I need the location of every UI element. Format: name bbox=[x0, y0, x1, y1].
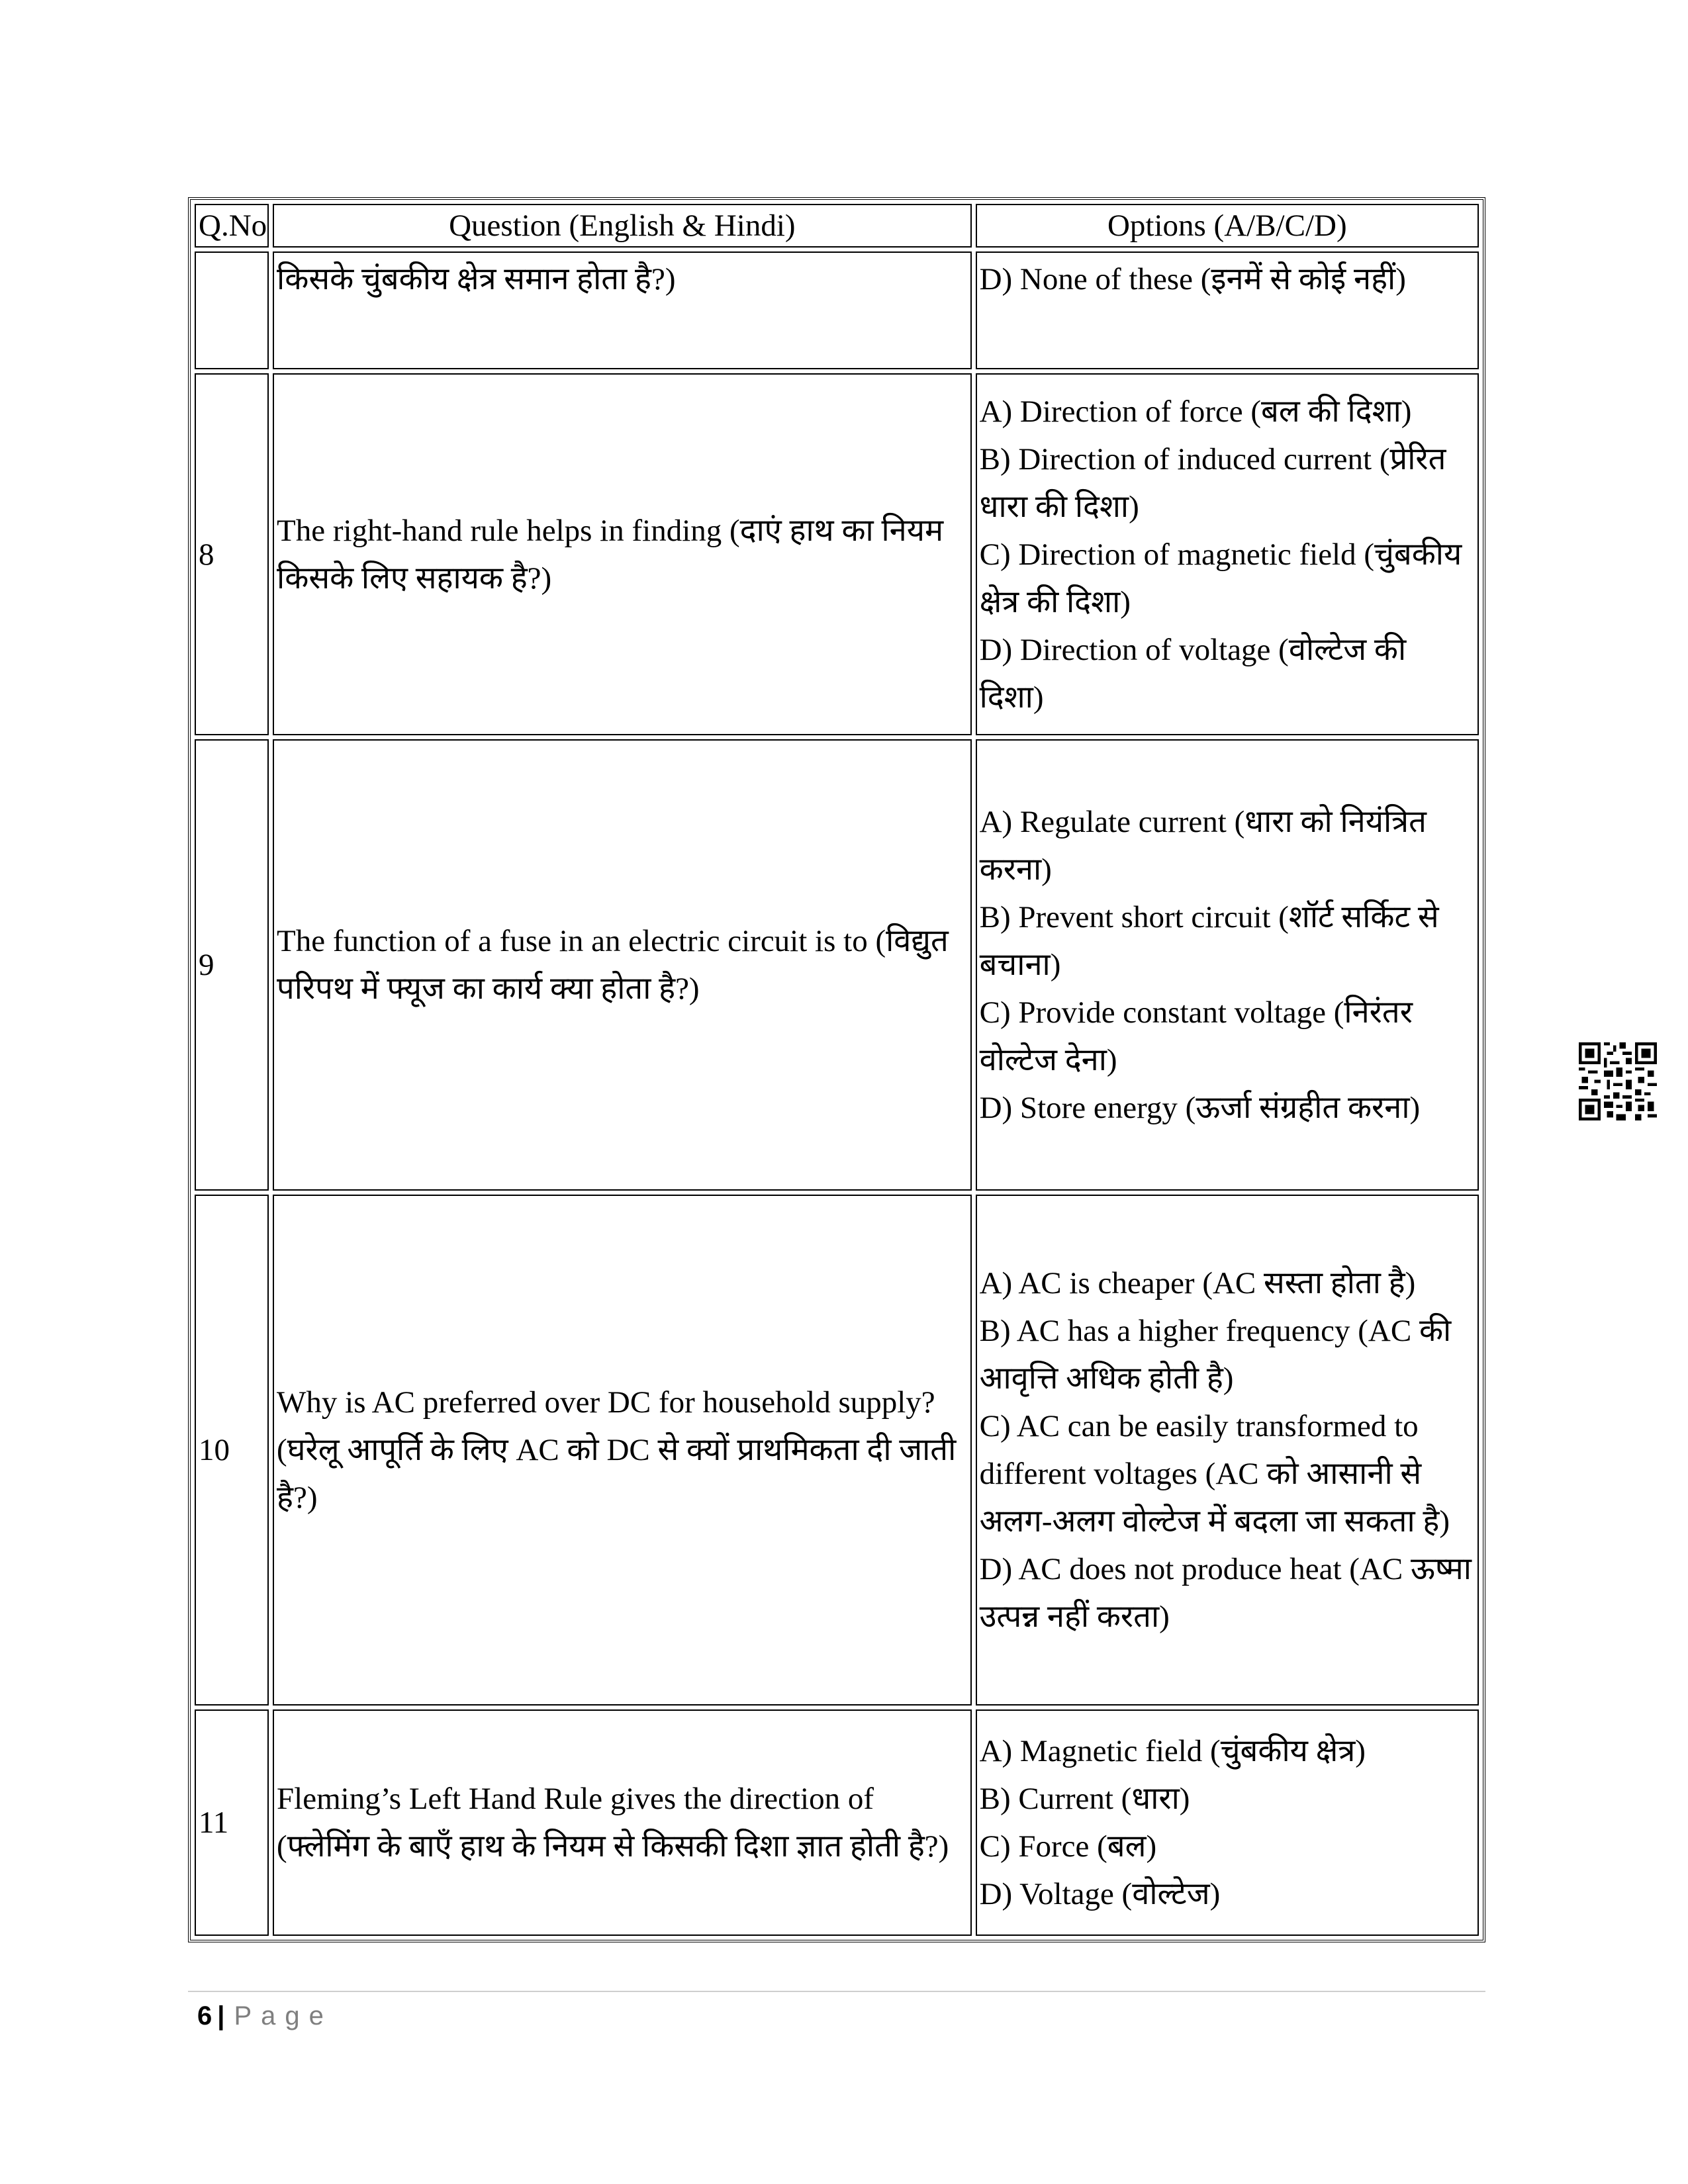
question-number: 11 bbox=[195, 1709, 269, 1936]
question-number: 8 bbox=[195, 373, 269, 735]
header-row bbox=[195, 204, 1479, 248]
option-a: A) AC is cheaper (AC सस्ता होता है) bbox=[979, 1266, 1416, 1300]
footer-divider bbox=[188, 1991, 1485, 1992]
table-row bbox=[195, 373, 1479, 735]
header-question: Question (English & Hindi) bbox=[273, 204, 972, 248]
question-text: Fleming’s Left Hand Rule gives the direction of (फ्लेमिंग के बाएँ हाथ के नियम से किसकी दिशा ज्ञात होती है?) bbox=[273, 1709, 972, 1936]
option-d: D) None of these (इनमें से कोई नहीं) bbox=[979, 262, 1406, 296]
option-c: C) Provide constant voltage (निरंतर वोल्टेज देना) bbox=[979, 995, 1413, 1077]
table-row bbox=[195, 251, 1479, 369]
header-qno: Q.No bbox=[195, 204, 269, 248]
question-number bbox=[195, 251, 269, 369]
page-number: 6 bbox=[197, 2001, 212, 2030]
question-text: किसके चुंबकीय क्षेत्र समान होता है?) bbox=[273, 251, 972, 369]
question-text: The function of a fuse in an electric circuit is to (विद्युत परिपथ में फ्यूज का कार्य क्या होता है?) bbox=[273, 739, 972, 1191]
question-text: The right-hand rule helps in finding (दाएं हाथ का नियम किसके लिए सहायक है?) bbox=[273, 373, 972, 735]
table-row bbox=[195, 1709, 1479, 1936]
table-row bbox=[195, 1195, 1479, 1706]
options-cell bbox=[976, 739, 1479, 1191]
page-footer bbox=[197, 1992, 333, 2040]
option-d: D) Voltage (वोल्टेज) bbox=[979, 1877, 1221, 1911]
option-b: B) AC has a higher frequency (AC की आवृत्ति अधिक होती है) bbox=[979, 1314, 1452, 1396]
footer-separator: | bbox=[217, 2001, 225, 2030]
option-a: A) Magnetic field (चुंबकीय क्षेत्र) bbox=[979, 1734, 1366, 1768]
option-a: A) Regulate current (धारा को नियंत्रित करना) bbox=[979, 805, 1427, 887]
option-b: B) Current (धारा) bbox=[979, 1782, 1190, 1816]
option-a: A) Direction of force (बल की दिशा) bbox=[979, 394, 1412, 429]
question-number: 9 bbox=[195, 739, 269, 1191]
qr-code-icon bbox=[1579, 1042, 1657, 1120]
option-d: D) AC does not produce heat (AC ऊष्मा उत्पन्न नहीं करता) bbox=[979, 1552, 1472, 1634]
page-label: Page bbox=[234, 2001, 333, 2030]
option-d: D) Store energy (ऊर्जा संग्रहीत करना) bbox=[979, 1091, 1421, 1125]
options-cell bbox=[976, 251, 1479, 369]
option-c: C) Force (बल) bbox=[979, 1829, 1157, 1864]
header-options: Options (A/B/C/D) bbox=[976, 204, 1479, 248]
question-text: Why is AC preferred over DC for household supply? (घरेलू आपूर्ति के लिए AC को DC से क्यों प्राथमिकता दी जाती है?) bbox=[273, 1195, 972, 1706]
question-number: 10 bbox=[195, 1195, 269, 1706]
option-b: B) Direction of induced current (प्रेरित धारा की दिशा) bbox=[979, 441, 1446, 524]
options-cell bbox=[976, 1195, 1479, 1706]
option-c: C) Direction of magnetic field (चुंबकीय क्षेत्र की दिशा) bbox=[979, 537, 1462, 619]
option-b: B) Prevent short circuit (शॉर्ट सर्किट से बचाना) bbox=[979, 900, 1439, 982]
option-d: D) Direction of voltage (वोल्टेज की दिशा) bbox=[979, 632, 1407, 715]
option-c: C) AC can be easily transformed to different voltages (AC को आसानी से अलग-अलग वोल्टेज में बदला जा सकता है) bbox=[979, 1409, 1450, 1539]
table-row bbox=[195, 739, 1479, 1191]
options-cell bbox=[976, 1709, 1479, 1936]
question-table bbox=[188, 197, 1485, 1942]
options-cell bbox=[976, 373, 1479, 735]
